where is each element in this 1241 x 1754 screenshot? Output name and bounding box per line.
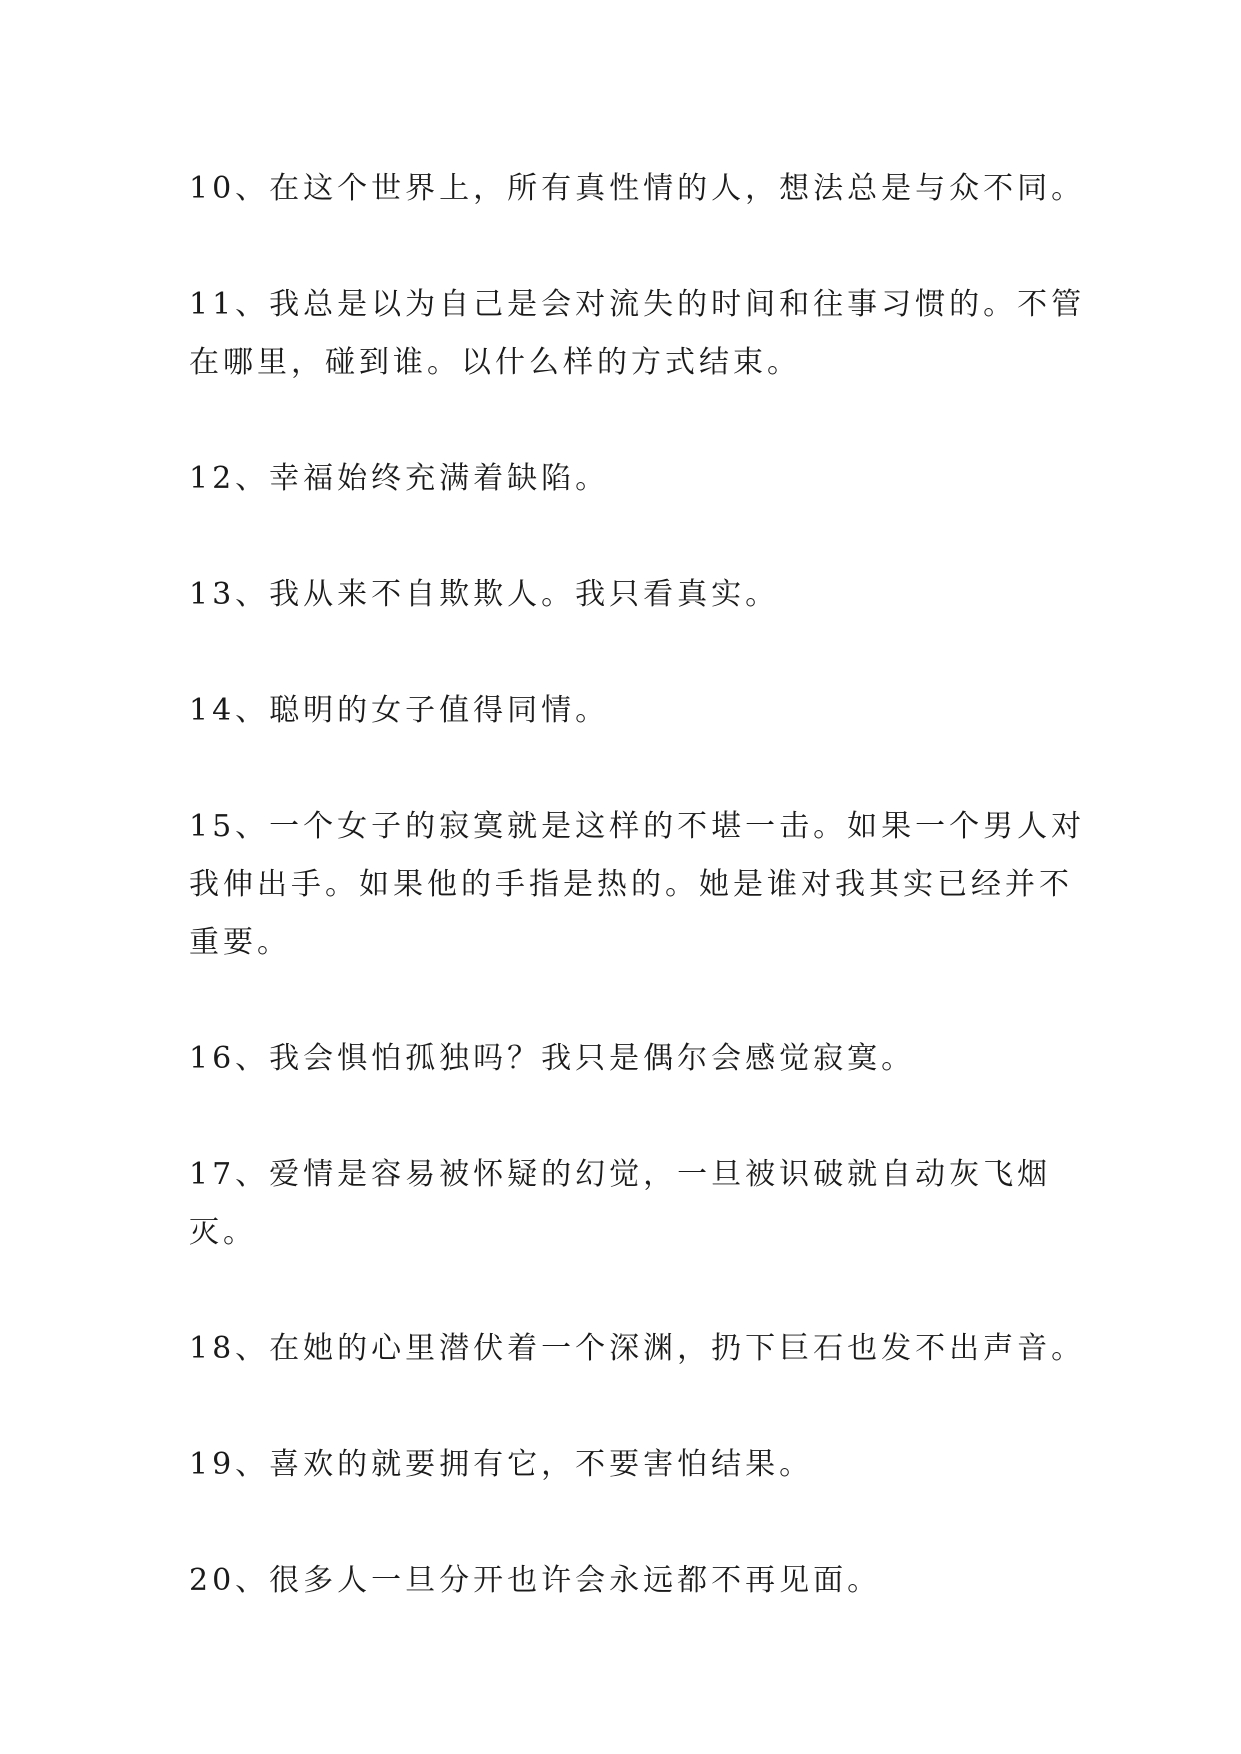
- paragraph-16: 16、我会惧怕孤独吗？我只是偶尔会感觉寂寞。: [189, 1041, 916, 1076]
- paragraph-12: 12、幸福始终充满着缺陷。: [189, 461, 610, 496]
- paragraph-19: 19、喜欢的就要拥有它，不要害怕结果。: [189, 1447, 814, 1482]
- paragraph-17: 17、爱情是容易被怀疑的幻觉，一旦被识破就自动灰飞烟灭。: [189, 1157, 1052, 1250]
- document-body: [189, 160, 1089, 1668]
- paragraph-18: 18、在她的心里潜伏着一个深渊，扔下巨石也发不出声音。: [189, 1331, 1086, 1366]
- paragraph-20: 20、很多人一旦分开也许会永远都不再见面。: [189, 1563, 882, 1598]
- paragraph-13: 13、我从来不自欺欺人。我只看真实。: [189, 577, 780, 612]
- paragraph-14: 14、聪明的女子值得同情。: [189, 693, 610, 728]
- paragraph-11: 11、我总是以为自己是会对流失的时间和往事习惯的。不管在哪里，碰到谁。以什么样的方式结束。: [189, 287, 1086, 380]
- paragraph-10: 10、在这个世界上，所有真性情的人，想法总是与众不同。: [189, 171, 1086, 206]
- paragraph-15: 15、一个女子的寂寞就是这样的不堪一击。如果一个男人对我伸出手。如果他的手指是热的。她是谁对我其实已经并不重要。: [189, 809, 1086, 960]
